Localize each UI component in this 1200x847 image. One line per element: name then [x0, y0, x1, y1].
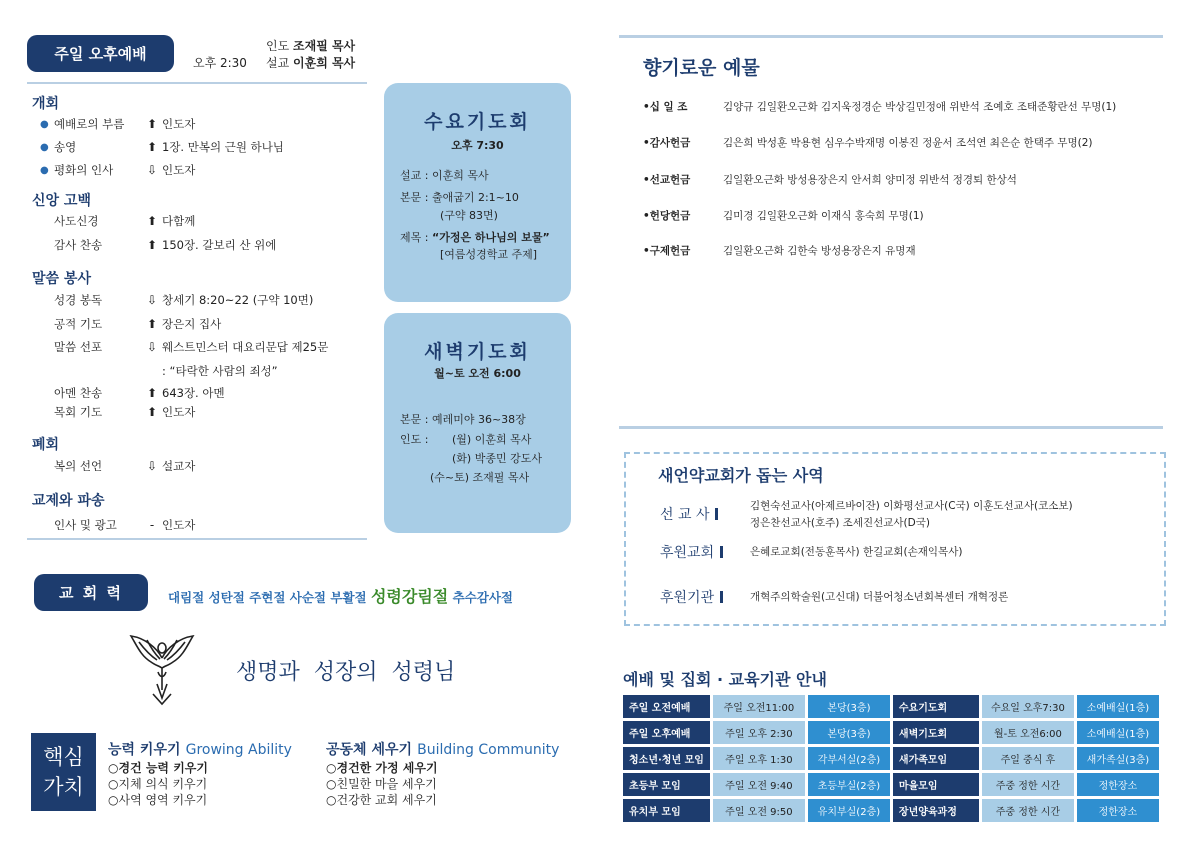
wednesday-sermon	[400, 167, 489, 183]
dove-icon	[127, 628, 197, 708]
order-item	[54, 363, 278, 379]
mission-title: 새언약교회가 돕는 사역	[658, 466, 824, 485]
schedule-cell: 주일 오전11:00	[713, 695, 805, 718]
schedule-table	[620, 692, 1162, 825]
order-item	[40, 162, 195, 178]
order-label: 공적 기도	[54, 317, 103, 331]
mission-kind	[660, 542, 750, 562]
wednesday-card	[384, 83, 571, 302]
mission-value: 은혜로교회(전동훈목사) 한길교회(손재익목사)	[750, 546, 963, 558]
sit-down-arrow-icon: ⇩	[146, 293, 158, 307]
schedule-cell: 주일 중식 후	[982, 747, 1074, 770]
season-2: 성탄절	[208, 590, 245, 605]
schedule-cell: 새벽기도회	[893, 721, 979, 744]
schedule-cell: 유치부실(2층)	[808, 799, 890, 822]
offering-row	[643, 208, 924, 223]
offering-names: 김양규 김일환오근화 김지욱정경순 박상길민정애 위반석 조예호 조태준황란선 무명(1)	[723, 101, 1117, 113]
worship-title: 주일 오후예배	[27, 35, 174, 72]
schedule-cell: 수요일 오후7:30	[982, 695, 1074, 718]
order-item	[54, 237, 276, 253]
mission-box-left	[624, 452, 626, 626]
order-value: 인도자	[162, 405, 196, 419]
order-item	[54, 292, 313, 308]
stand-up-arrow-icon: ⬆	[146, 405, 158, 419]
offering-kind: •감사헌금	[643, 137, 691, 149]
schedule-cell: 본당(3층)	[808, 721, 890, 744]
offering-row	[643, 135, 1093, 150]
sit-down-arrow-icon: ⇩	[146, 163, 158, 177]
core-col1-en: Growing Ability	[185, 742, 292, 758]
offering-kind: •구제헌금	[643, 245, 691, 257]
stand-up-arrow-icon: ⬆	[146, 214, 158, 228]
worship-leader	[266, 37, 355, 54]
season-4: 사순절	[289, 590, 327, 605]
order-label: 말씀 선포	[54, 340, 103, 354]
order-item	[54, 458, 195, 474]
worship-time: 오후 2:30	[193, 56, 247, 70]
core-col2-item: ○경건한 가정 세우기	[326, 761, 438, 775]
schedule-row	[623, 799, 1159, 822]
schedule-cell: 월-토 오전6:00	[982, 721, 1074, 744]
schedule-cell: 본당(3층)	[808, 695, 890, 718]
schedule-cell: 주일 오후 2:30	[713, 721, 805, 744]
dawn-title: 새벽기도회	[424, 341, 531, 363]
mission-box-right	[1164, 452, 1166, 626]
schedule-cell: 주일 오후예배	[623, 721, 710, 744]
offering-kind: •헌당헌금	[643, 210, 691, 222]
core-col1-heading	[108, 739, 292, 759]
calendar-theme: 생명과 성장의 성령님	[236, 660, 456, 685]
order-label: 성경 봉독	[54, 293, 103, 307]
core-col2-item: ○친밀한 마을 세우기	[326, 777, 437, 791]
text-label: 본문 :	[400, 191, 429, 204]
schedule-cell: 장년양육과정	[893, 799, 979, 822]
subject-label: 제목 :	[400, 231, 429, 244]
worship-bottom-divider	[27, 538, 367, 540]
core-values-badge	[31, 733, 96, 811]
text-value: 출애굽기 2:1~10	[431, 191, 519, 204]
order-label: 감사 찬송	[54, 238, 103, 252]
sermon-value: 이훈희 목사	[431, 169, 489, 182]
order-value: 설교자	[162, 459, 196, 473]
core-title-top: 핵심	[43, 745, 84, 769]
mission-kind-label: 후원기관	[660, 590, 715, 606]
order-value: 창세기 8:20~22 (구약 10면)	[162, 293, 314, 307]
wednesday-title: 수요기도회	[424, 111, 531, 133]
schedule-cell: 수요기도회	[893, 695, 979, 718]
order-label: 인사 및 광고	[54, 518, 117, 532]
order-value: 웨스트민스터 대요리문답 제25문	[162, 340, 329, 354]
order-item	[54, 339, 328, 355]
offering-top-divider	[619, 35, 1163, 38]
stand-up-arrow-icon: ⬆	[146, 386, 158, 400]
offering-names: 김일환오근화 김한숙 방성용장은지 유명재	[723, 245, 916, 257]
order-item	[54, 404, 195, 420]
core-title-bottom: 가치	[43, 775, 84, 799]
section-title: 신앙 고백	[32, 193, 91, 209]
order-item	[40, 139, 284, 155]
schedule-cell: 청소년·청년 모임	[623, 747, 710, 770]
bullet-icon: ●	[40, 141, 49, 153]
dawn-time: 월~토 오전 6:00	[434, 367, 521, 380]
offering-row	[643, 99, 1116, 114]
mission-values	[750, 496, 1073, 532]
wednesday-subject-note: [여름성경학교 주제]	[440, 248, 538, 261]
offering-names: 김미경 김일환오근화 이재식 홍숙희 무명(1)	[723, 210, 924, 222]
order-value: 인도자	[162, 518, 196, 532]
schedule-cell: 주일 오전 9:40	[713, 773, 805, 796]
offering-row	[643, 172, 1017, 187]
order-value: 643장. 아멘	[162, 386, 225, 400]
offering-names: 김은희 박성훈 박용현 심우수박재명 이봉진 정윤서 조석연 최은순 한택주 무명(2)	[723, 137, 1093, 149]
mission-values	[750, 542, 962, 562]
mission-row	[660, 587, 1008, 607]
season-after: 추수감사절	[452, 590, 513, 605]
section-title: 교제와 파송	[32, 493, 105, 509]
core-col2-item: ○건강한 교회 세우기	[326, 793, 437, 807]
mission-row	[660, 496, 1073, 532]
order-item	[40, 116, 195, 132]
stand-up-arrow-icon: ⬆	[146, 238, 158, 252]
offering-title: 향기로운 예물	[643, 57, 760, 79]
schedule-row	[623, 695, 1159, 718]
core-col1-item: ○경건 능력 키우기	[108, 761, 208, 775]
order-label: 예배로의 부름	[54, 117, 125, 131]
order-value: 인도자	[162, 117, 196, 131]
core-col2-en: Building Community	[417, 742, 560, 758]
mission-row	[660, 542, 962, 562]
dash-icon: -	[149, 518, 155, 532]
offering-names: 김일환오근화 방성용장은지 안서희 양미정 위반석 정경퇴 한상석	[723, 174, 1017, 186]
stand-up-arrow-icon: ⬆	[146, 140, 158, 154]
season-1: 대림절	[168, 590, 205, 605]
schedule-cell: 주중 정한 시간	[982, 773, 1074, 796]
worship-preacher	[266, 54, 355, 71]
schedule-cell: 새가족실(3층)	[1077, 747, 1159, 770]
core-col1-list	[108, 760, 208, 808]
schedule-cell: 정한장소	[1077, 773, 1159, 796]
wednesday-subject	[400, 229, 550, 245]
schedule-cell: 각부서실(2층)	[808, 747, 890, 770]
order-label: 사도신경	[54, 214, 99, 228]
order-item	[54, 316, 221, 332]
bullet-icon: ●	[40, 118, 49, 130]
order-value: 150장. 갈보리 산 위에	[162, 238, 277, 252]
order-value: 인도자	[162, 163, 196, 177]
schedule-cell: 주일 오후 1:30	[713, 747, 805, 770]
dawn-leader-3: (수~토) 조재필 목사	[430, 471, 530, 484]
order-label: 아멘 찬송	[54, 386, 103, 400]
schedule-cell: 주일 오전예배	[623, 695, 710, 718]
schedule-cell: 소예배실(1층)	[1077, 721, 1159, 744]
order-value: 장은지 집사	[162, 317, 222, 331]
dawn-leader-2: (화) 박종민 강도사	[452, 452, 542, 465]
sermon-label: 설교 :	[400, 169, 429, 182]
mission-value: 정은찬선교사(호주) 조세진선교사(D국)	[750, 517, 930, 529]
mission-values	[750, 587, 1008, 607]
wednesday-text	[400, 189, 519, 205]
core-col1-title: 능력 키우기	[108, 742, 181, 758]
bar-icon	[715, 508, 718, 520]
section-title: 폐회	[32, 437, 60, 453]
leader-label: 인도	[266, 39, 290, 53]
dawn-lead-label: 인도 :	[400, 433, 429, 446]
mission-kind-label: 후원교회	[660, 545, 715, 561]
calendar-seasons	[168, 584, 513, 607]
mission-kind-label: 선 교 사	[660, 507, 710, 523]
schedule-cell: 마을모임	[893, 773, 979, 796]
core-col2-heading	[326, 739, 559, 759]
section-title: 말씀 봉사	[32, 271, 91, 287]
wednesday-time: 오후 7:30	[451, 139, 504, 152]
mission-value: 개혁주의학술원(고신대) 더불어청소년회복센터 개혁정론	[750, 591, 1009, 603]
schedule-cell: 주일 오전 9:50	[713, 799, 805, 822]
section-title: 개회	[32, 96, 60, 112]
worship-divider	[27, 82, 367, 84]
schedule-cell: 초등부실(2층)	[808, 773, 890, 796]
dawn-card	[384, 313, 571, 533]
schedule-row	[623, 721, 1159, 744]
current-season: 성령강림절	[370, 587, 449, 606]
preacher-label: 설교	[266, 56, 290, 70]
order-value: : “타락한 사람의 죄성”	[162, 364, 278, 378]
calendar-title: 교 회 력	[34, 574, 148, 611]
schedule-cell: 정한장소	[1077, 799, 1159, 822]
core-col1-item: ○사역 영역 키우기	[108, 793, 208, 807]
schedule-title: 예배 및 집회 · 교육기관 안내	[623, 670, 827, 689]
stand-up-arrow-icon: ⬆	[146, 117, 158, 131]
offering-kind: •십 일 조	[643, 101, 688, 113]
schedule-row	[623, 747, 1159, 770]
core-col2-list	[326, 760, 438, 808]
schedule-cell: 소예배실(1층)	[1077, 695, 1159, 718]
order-label: 평화의 인사	[54, 163, 114, 177]
order-value: 다함께	[162, 214, 196, 228]
stand-up-arrow-icon: ⬆	[146, 317, 158, 331]
sit-down-arrow-icon: ⇩	[146, 340, 158, 354]
core-col1-item: ○지체 의식 키우기	[108, 777, 208, 791]
bullet-icon: ●	[40, 164, 49, 176]
order-item	[54, 517, 195, 533]
schedule-cell: 유치부 모임	[623, 799, 710, 822]
preacher-name: 이훈희 목사	[293, 56, 356, 70]
order-value: 1장. 만복의 근원 하나님	[162, 140, 284, 154]
order-item	[54, 385, 225, 401]
season-5: 부활절	[330, 590, 367, 605]
offering-bottom-divider	[619, 426, 1163, 429]
mission-kind	[660, 587, 750, 607]
offering-row	[643, 243, 916, 258]
offering-kind: •선교헌금	[643, 174, 691, 186]
mission-kind	[660, 496, 750, 532]
season-3: 주현절	[249, 590, 286, 605]
leader-name: 조재필 목사	[293, 39, 356, 53]
wednesday-text-ref: (구약 83면)	[440, 209, 498, 222]
dawn-text: 본문 : 예레미야 36~38장	[400, 413, 526, 426]
order-label: 목회 기도	[54, 405, 103, 419]
schedule-row	[623, 773, 1159, 796]
bar-icon	[720, 591, 723, 603]
order-label: 복의 선언	[54, 459, 103, 473]
order-label: 송영	[54, 140, 77, 154]
subject-value: “가정은 하나님의 보물”	[431, 231, 550, 244]
sit-down-arrow-icon: ⇩	[146, 459, 158, 473]
schedule-cell: 초등부 모임	[623, 773, 710, 796]
schedule-cell: 새가족모임	[893, 747, 979, 770]
dawn-leader-1: (월) 이훈희 목사	[452, 433, 532, 446]
mission-value: 김현숙선교사(아제르바이잔) 이화평선교사(C국) 이훈도선교사(코소보)	[750, 500, 1073, 512]
core-col2-title: 공동체 세우기	[326, 742, 413, 758]
schedule-cell: 주중 정한 시간	[982, 799, 1074, 822]
bar-icon	[720, 546, 723, 558]
order-item	[54, 213, 195, 229]
